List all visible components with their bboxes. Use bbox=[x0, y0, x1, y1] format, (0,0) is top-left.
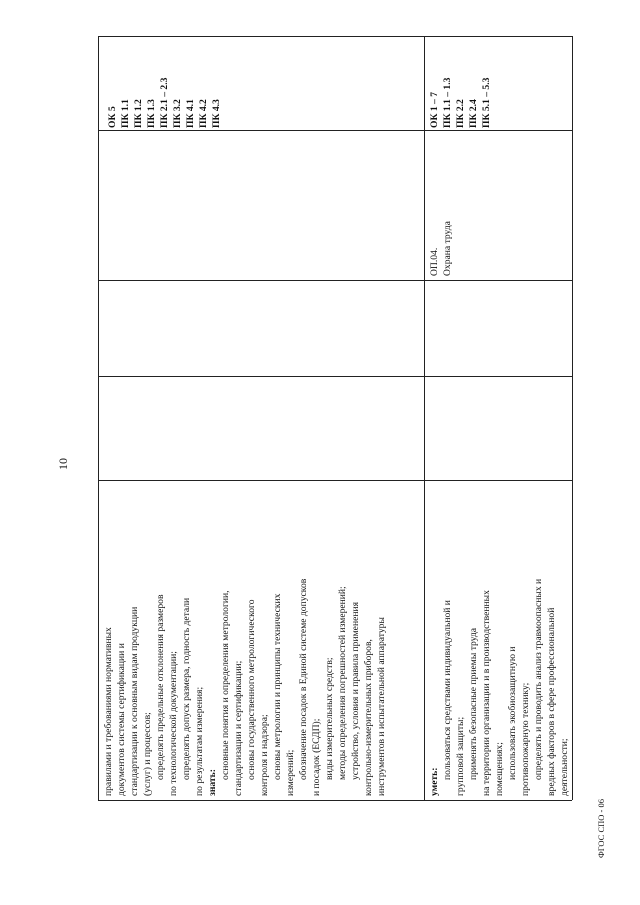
content-line: инструментов и испытательной аппаратуры bbox=[376, 617, 387, 796]
competency-code: ПК 4.1 bbox=[185, 99, 196, 128]
content-line: контроля и надзора; bbox=[259, 714, 270, 796]
discipline-name: Охрана труда bbox=[442, 221, 453, 276]
content-line: знать: bbox=[207, 769, 218, 796]
table-border-right bbox=[572, 36, 573, 800]
content-line: определять допуск размера, годность детали bbox=[181, 597, 192, 780]
content-line: применять безопасные приемы труда bbox=[468, 627, 479, 780]
competency-code: ПК 1.1 – 1.3 bbox=[442, 77, 453, 128]
column-separator-2 bbox=[98, 280, 572, 281]
content-line: виды измерительных средств; bbox=[324, 657, 335, 780]
table-border-bottom bbox=[98, 800, 572, 801]
content-line: обозначение посадок в Единой системе допусков bbox=[298, 578, 309, 780]
content-line: и посадок (ЕСДП); bbox=[311, 718, 322, 796]
table-border-top bbox=[98, 36, 572, 37]
content-line: определять и проводить анализ травмоопасных и bbox=[533, 578, 544, 780]
content-line: противопожарную технику; bbox=[520, 682, 531, 796]
footer-code: ФГОС СПО - 06 bbox=[596, 799, 606, 858]
competency-code: ПК 4.2 bbox=[198, 99, 209, 128]
competency-code: ОК 5 bbox=[107, 106, 118, 128]
content-line: использовать экобиозащитную и bbox=[507, 646, 518, 780]
competency-code: ПК 1.1 bbox=[120, 99, 131, 128]
content-line: деятельности; bbox=[559, 738, 570, 796]
table-border-left bbox=[98, 36, 99, 800]
competency-code: ПК 2.2 bbox=[455, 99, 466, 128]
content-line: на территории организации и в производственных bbox=[481, 590, 492, 796]
competency-code: ОК 1 – 7 bbox=[429, 91, 440, 128]
competency-code: ПК 1.3 bbox=[146, 99, 157, 128]
content-line: измерений; bbox=[285, 749, 296, 796]
column-separator-1 bbox=[98, 130, 572, 131]
content-line: помещениях; bbox=[494, 742, 505, 796]
row1-competencies bbox=[106, 38, 223, 128]
row1-content bbox=[102, 484, 388, 796]
content-line: стандартизации к основным видам продукции bbox=[129, 606, 140, 796]
page-number: 10 bbox=[56, 458, 70, 470]
competency-code: ПК 2.4 bbox=[468, 99, 479, 128]
content-line: групповой защиты; bbox=[455, 716, 466, 796]
content-line: определять предельные отклонения размеров bbox=[155, 594, 166, 780]
competency-code: ПК 3.2 bbox=[172, 99, 183, 128]
content-line: методы определения погрешностей измерений; bbox=[337, 586, 348, 780]
competency-code: ПК 4.3 bbox=[211, 99, 222, 128]
content-line: вредных факторов в сфере профессиональной bbox=[546, 607, 557, 796]
content-line: документов системы сертификации и bbox=[116, 643, 127, 796]
row-separator bbox=[424, 36, 425, 800]
row2-content bbox=[428, 484, 571, 796]
content-line: правилами и требованиями нормативных bbox=[103, 627, 114, 796]
content-line: стандартизации и сертификации; bbox=[233, 660, 244, 796]
content-line: основные понятия и определения метрологии, bbox=[220, 590, 231, 780]
content-line: контрольно-измерительных приборов, bbox=[363, 639, 374, 796]
competency-code: ПК 2.1 – 2.3 bbox=[159, 77, 170, 128]
content-line: уметь: bbox=[429, 767, 440, 796]
row2-discipline bbox=[428, 136, 454, 276]
content-line: пользоваться средствами индивидуальной и bbox=[442, 600, 453, 780]
content-line: (услуг) и процессов; bbox=[142, 712, 153, 796]
competency-code: ПК 5.1 – 5.3 bbox=[481, 77, 492, 128]
column-separator-4 bbox=[98, 480, 572, 481]
content-line: основы метрологии и принципы технических bbox=[272, 593, 283, 780]
discipline-name: ОП.04. bbox=[429, 247, 440, 276]
content-line: по технологической документации; bbox=[168, 651, 179, 796]
content-line: основы государственного метрологического bbox=[246, 599, 257, 780]
competency-code: ПК 1.2 bbox=[133, 99, 144, 128]
row2-competencies bbox=[428, 38, 493, 128]
content-line: устройство, условия и правила применения bbox=[350, 601, 361, 780]
column-separator-3 bbox=[98, 376, 572, 377]
content-line: по результатам измерения; bbox=[194, 686, 205, 796]
